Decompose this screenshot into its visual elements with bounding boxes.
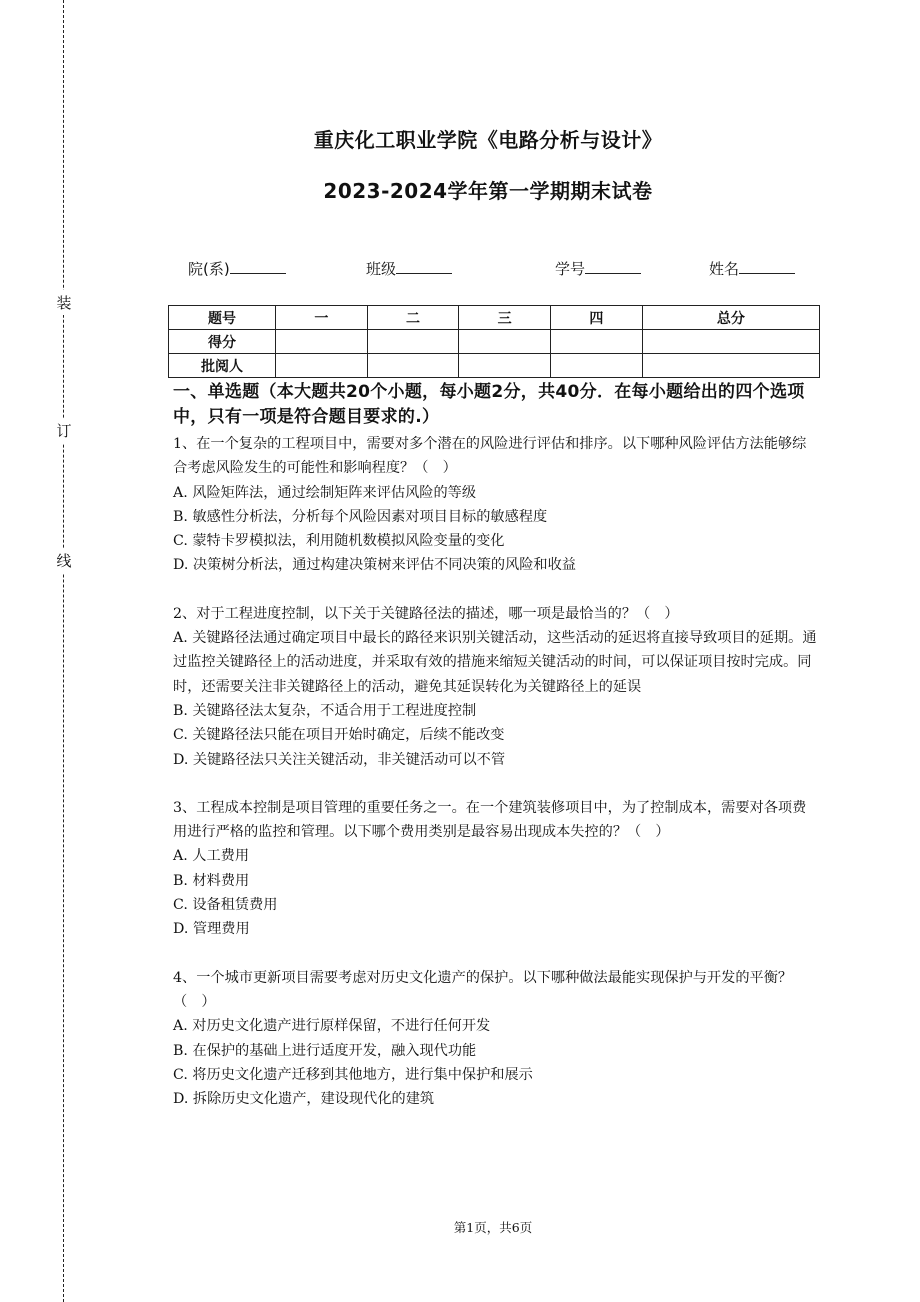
score-cell[interactable] xyxy=(367,330,459,354)
option-b: B. 关键路径法太复杂，不适合用于工程进度控制 xyxy=(173,702,477,719)
question-4 xyxy=(173,966,818,1112)
grader-cell[interactable] xyxy=(551,354,643,378)
score-cell[interactable] xyxy=(459,330,551,354)
page-footer: 第1页，共6页 xyxy=(453,1220,533,1235)
department-field xyxy=(188,258,286,279)
grader-row xyxy=(169,354,820,378)
score-header-cell: 题号 xyxy=(169,306,276,330)
section-title: 一、单选题（本大题共20个小题，每小题2分，共40分．在每小题给出的四个选项中，只有一项是符合题目要求的.） xyxy=(173,382,805,427)
class-field xyxy=(366,258,452,279)
score-cell[interactable] xyxy=(642,330,819,354)
score-header-cell: 二 xyxy=(367,306,459,330)
score-header-cell: 一 xyxy=(276,306,368,330)
score-header-cell: 三 xyxy=(459,306,551,330)
grader-cell[interactable] xyxy=(276,354,368,378)
exam-title: 重庆化工职业学院《电路分析与设计》 xyxy=(313,128,663,152)
option-c: C. 关键路径法只能在项目开始时确定，后续不能改变 xyxy=(173,727,505,744)
question-stem: 2、对于工程进度控制，以下关于关键路径法的描述，哪一项是最恰当的？（ ） xyxy=(173,605,679,622)
binding-char-xian: 线 xyxy=(56,548,72,573)
name-blank[interactable] xyxy=(739,259,795,274)
exam-subtitle: 2023-2024学年第一学期期末试卷 xyxy=(323,179,653,203)
option-d: D. 拆除历史文化遗产，建设现代化的建筑 xyxy=(173,1091,435,1108)
question-stem: 1、在一个复杂的工程项目中，需要对多个潜在的风险进行评估和排序。以下哪种风险评估方法能够综合考虑风险发生的可能性和影响程度？（ ） xyxy=(173,436,807,477)
grader-cell[interactable] xyxy=(642,354,819,378)
student-id-blank[interactable] xyxy=(585,259,641,274)
option-c: C. 将历史文化遗产迁移到其他地方，进行集中保护和展示 xyxy=(173,1066,533,1083)
grader-row-label: 批阅人 xyxy=(169,354,276,378)
score-header-cell: 总分 xyxy=(642,306,819,330)
binding-char-ding: 订 xyxy=(56,418,72,443)
option-b: B. 敏感性分析法，分析每个风险因素对项目目标的敏感程度 xyxy=(173,508,548,525)
binding-char-zhuang: 装 xyxy=(56,290,72,315)
question-3 xyxy=(173,796,818,942)
name-label: 姓名 xyxy=(709,260,740,278)
score-row-label: 得分 xyxy=(169,330,276,354)
option-a: A. 人工费用 xyxy=(173,848,250,865)
score-cell[interactable] xyxy=(276,330,368,354)
score-table xyxy=(168,305,820,378)
option-a: A. 对历史文化遗产进行原样保留，不进行任何开发 xyxy=(173,1018,491,1035)
question-stem: 3、工程成本控制是项目管理的重要任务之一。在一个建筑装修项目中，为了控制成本，需要对各项费用进行严格的监控和管理。以下哪个费用类别是最容易出现成本失控的？（ ） xyxy=(173,799,807,841)
option-a: A. 风险矩阵法，通过绘制矩阵来评估风险的等级 xyxy=(173,484,477,501)
option-c: C. 蒙特卡罗模拟法，利用随机数模拟风险变量的变化 xyxy=(173,533,505,550)
option-a: A. 关键路径法通过确定项目中最长的路径来识别关键活动，这些活动的延迟将直接导致项目的延期。通过监控关键路径上的活动进度，并采取有效的措施来缩短关键活动的时间，可以保证项目按时完成。同时，还需要关注非关键路径上的活动，避免其延误转化为关键路径上的延误 xyxy=(173,630,817,695)
question-2 xyxy=(173,602,818,772)
class-label: 班级 xyxy=(366,260,397,278)
class-blank[interactable] xyxy=(396,259,452,274)
department-label: 院(系) xyxy=(188,260,230,278)
score-row xyxy=(169,330,820,354)
department-blank[interactable] xyxy=(230,259,286,274)
score-header-cell: 四 xyxy=(551,306,643,330)
student-id-label: 学号 xyxy=(555,260,586,278)
student-id-field xyxy=(555,258,641,279)
option-c: C. 设备租赁费用 xyxy=(173,897,278,914)
option-d: D. 决策树分析法，通过构建决策树来评估不同决策的风险和收益 xyxy=(173,557,576,574)
option-d: D. 关键路径法只关注关键活动，非关键活动可以不管 xyxy=(173,751,506,768)
score-cell[interactable] xyxy=(551,330,643,354)
grader-cell[interactable] xyxy=(459,354,551,378)
option-b: B. 材料费用 xyxy=(173,872,250,889)
name-field xyxy=(709,258,795,279)
question-1 xyxy=(173,432,818,578)
grader-cell[interactable] xyxy=(367,354,459,378)
option-d: D. 管理费用 xyxy=(173,921,250,938)
option-b: B. 在保护的基础上进行适度开发，融入现代功能 xyxy=(173,1042,477,1059)
exam-content xyxy=(173,380,818,1135)
score-table-header-row xyxy=(169,306,820,330)
question-stem: 4、一个城市更新项目需要考虑对历史文化遗产的保护。以下哪种做法最能实现保护与开发的平衡？（ ） xyxy=(173,969,793,1010)
